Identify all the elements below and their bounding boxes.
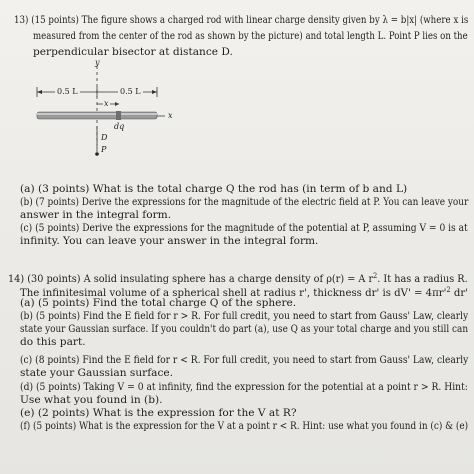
x-marker-head [115, 102, 119, 106]
p14-part-b-line1: (b) (5 points) Find the E field for r > R. For full credit, you need to start from Gauss' Law, clearly [20, 310, 469, 322]
half-length-left-label: 0.5 L [57, 87, 78, 96]
p13-part-c-line1: (c) (5 points) Derive the expressions for the magnitude of the potential at P, assuming V = 0 is at [20, 222, 468, 234]
p14-part-c-line1: (c) (8 points) Find the E field for r < R. For full credit, you need to start from Gauss' Law, clearly [20, 354, 469, 366]
p14-part-a: (a) (5 points) Find the total charge Q of the sphere. [20, 297, 297, 309]
p14-part-c-line2: state your Gaussian surface. [20, 367, 174, 379]
p13-part-b-line1: (b) (7 points) Derive the expressions for the magnitude of the electric field at P. You can leave your [20, 196, 469, 208]
dq-element [116, 111, 121, 120]
dq-label: dq [114, 122, 125, 131]
P-label: P [101, 145, 107, 154]
p14-part-b-line3: do this part. [20, 336, 86, 348]
point-P [95, 152, 99, 156]
p13-line3: perpendicular bisector at distance D. [33, 46, 233, 58]
p14-line2: The infinitesimal volume of a spherical shell at radius r', thickness dr' is $dV' = 4\pi r'^2$ dr' [20, 286, 469, 299]
p13-line1: 13) (15 points) The figure shows a charged rod with linear charge density given by λ = b|x| (where x is [14, 14, 469, 26]
half-length-right-label: 0.5 L [120, 87, 141, 96]
p14-part-b-line2: state your Gaussian surface. If you couldn't do part (a), use Q as your total charge and you still can [20, 323, 469, 335]
p14-part-d-line1: (d) (5 points) Taking V = 0 at infinity, find the expression for the potential at a point r > R. Hint: [20, 381, 468, 393]
p13-line2: measured from the center of the rod as shown by the picture) and total length L. Point P lies on the [33, 30, 468, 42]
p14-line1: 14) (30 points) A solid insulating sphere has a charge density of ρ(r) = A $r^2$. It has a radius R. [8, 272, 468, 285]
x-axis-label: x [168, 111, 173, 120]
p13-part-a: (a) (3 points) What is the total charge Q the rod has (in term of b and L) [20, 183, 408, 195]
p14-part-e: (e) (2 points) What is the expression for the V at R? [20, 407, 297, 419]
D-label: D [101, 133, 108, 142]
arrowhead-right [152, 90, 157, 94]
rod-highlight [37, 113, 157, 115]
y-axis-label: y [95, 58, 100, 67]
p14-part-f: (f) (5 points) What is the expression for the V at a point r < R. Hint: use what you found in (c) & (e) [20, 420, 469, 432]
p14-part-d-line2: Use what you found in (b). [20, 394, 163, 406]
p13-part-c-line2: infinity. You can leave your answer in the integral form. [20, 235, 319, 247]
arrowhead-left [37, 90, 42, 94]
x-marker-label: x [104, 99, 109, 108]
p13-part-b-line2: answer in the integral form. [20, 209, 172, 221]
